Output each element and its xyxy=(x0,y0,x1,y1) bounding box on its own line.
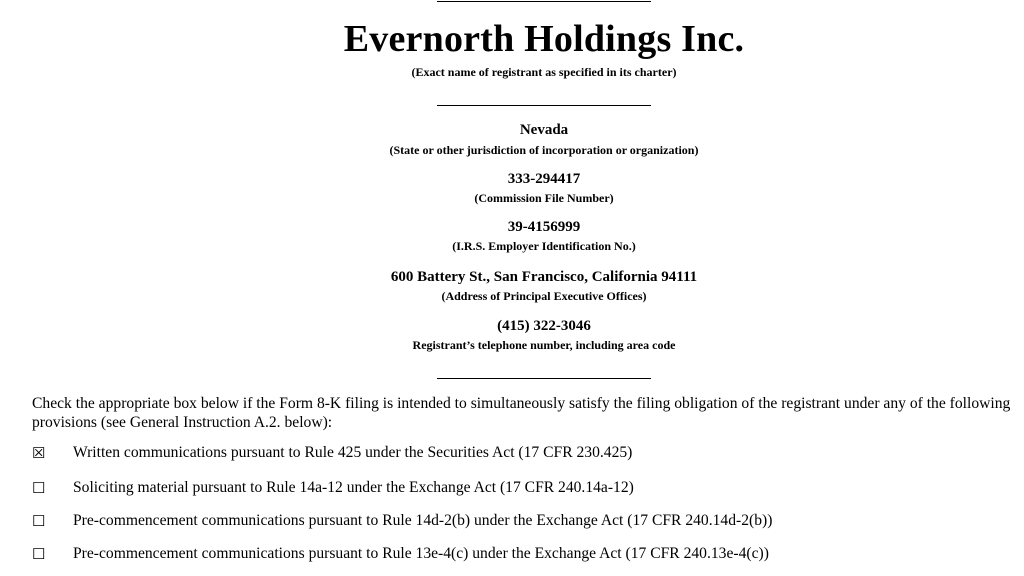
checkbox-label-rule-425: Written communications pursuant to Rule 425 under the Securities Act (17 CFR 230.425) xyxy=(73,444,633,461)
irs-employer-id-caption: (I.R.S. Employer Identification No.) xyxy=(452,239,636,253)
filing-instructions: Check the appropriate box below if the Form 8-K filing is intended to simultaneously satisfy the filing obligation of the registrant under any of the following provisions (see General Instruction A.2. below): xyxy=(32,395,1011,431)
telephone-number-caption: Registrant’s telephone number, including area code xyxy=(412,338,676,352)
commission-file-number-caption: (Commission File Number) xyxy=(474,191,614,205)
principal-office-address: 600 Battery St., San Francisco, California 94111 xyxy=(390,269,698,285)
top-divider xyxy=(437,1,651,2)
irs-employer-id: 39-4156999 xyxy=(507,219,581,235)
name-divider xyxy=(437,105,651,106)
checkbox-rule-13e-4c[interactable]: ☐ xyxy=(32,547,46,563)
commission-file-number: 333-294417 xyxy=(507,171,581,187)
checkbox-label-rule-14a-12: Soliciting material pursuant to Rule 14a-12 under the Exchange Act (17 CFR 240.14a-12) xyxy=(73,479,634,496)
registrant-name-caption: (Exact name of registrant as specified in its charter) xyxy=(411,65,677,79)
registrant-name: Evernorth Holdings Inc. xyxy=(343,18,745,60)
checkbox-label-rule-13e-4c: Pre-commencement communications pursuant to Rule 13e-4(c) under the Exchange Act (17 CFR 240.13e-4(c)) xyxy=(73,545,769,562)
checkbox-rule-425[interactable]: ☒ xyxy=(32,446,46,462)
checkbox-rule-14a-12[interactable]: ☐ xyxy=(32,481,46,497)
checkbox-label-rule-14d-2b: Pre-commencement communications pursuant to Rule 14d-2(b) under the Exchange Act (17 CFR 240.14d-2(b)) xyxy=(73,512,773,529)
telephone-number: (415) 322-3046 xyxy=(497,318,591,334)
principal-office-address-caption: (Address of Principal Executive Offices) xyxy=(441,289,647,303)
checkbox-rule-14d-2b[interactable]: ☐ xyxy=(32,514,46,530)
state-of-incorporation-caption: (State or other jurisdiction of incorporation or organization) xyxy=(389,143,699,157)
address-divider xyxy=(437,378,651,379)
state-of-incorporation: Nevada xyxy=(519,122,569,138)
